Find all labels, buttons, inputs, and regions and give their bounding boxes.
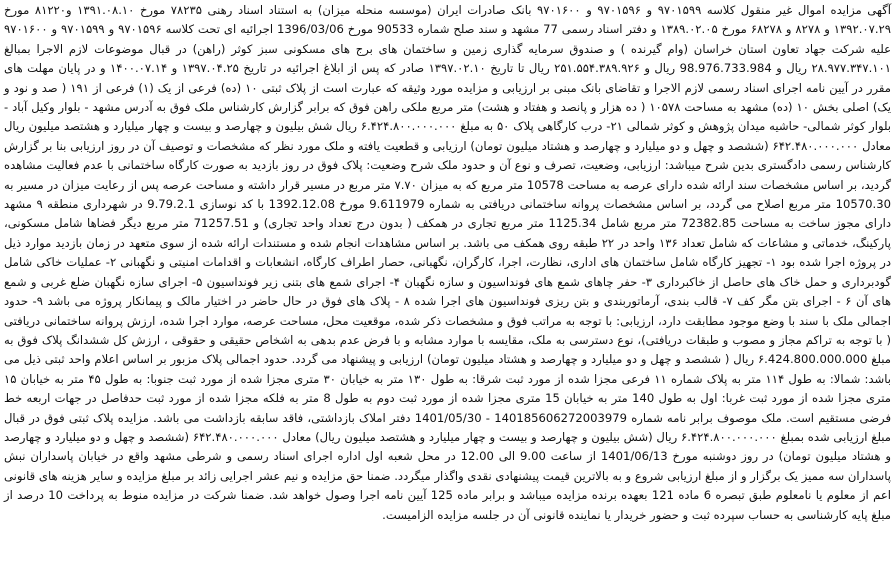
auction-notice-body: آگهی مزایده اموال غیر منقول کلاسه ۹۷۰۱۵۹۹ و ۹۷۰۱۵۹۶ و ۹۷۰۱۶۰۰ بانک صادرات ایران (موسسه منحله میزان) به استناد اسناد رهنی ۷۸۲۳۵ مورخ ۱۳۹۱.۰۸.۱۰ و۸۱۲۲۰ مورخ ۱۳۹۲.۰۷.۲۹ و ۸۲۷۸ و ۶۸۲۷۸ مورخ ۱۳۸۹.۰۲.۰۵ و دفتر اسناد رسمی 77 مشهد و سند صلح شماره 90533 مورخ 1396/03/06 اجرائیه ای تحت کلاسه ۹۷۰۱۵۹۶ و ۹۷۰۱۵۹۹ و ۹۷۰۱۶۰۰ علیه شرکت جهاد تعاون استان خراسان (وام گیرنده ) و صندوق سرمایه گذاری زمین و ساختمان های برج های مسکونی سبز کوثر (راهن) در قبال موضوعات لازم الاجرا بمبالغ ۲۸.۹۷۷.۳۴۷.۱۰۱ ریال و 98.976.733.984 ریال و ۲۵۱.۵۵۴.۳۸۹.۹۲۶ ریال تا تاریخ ۱۳۹۷.۰۲.۱۰ صادر که پس از ابلاغ اجرائیه در تاریخ ۱۳۹۷.۰۴.۲۵ و ۱۴۰۰.۰۷.۱۴ و در پایان مهلت های مقرر در آیین نامه اجرای اسناد رسمی لازم الاجرا و تقاضای بانک مبنی بر ارزیابی و مزایده مورد وثیقه که عبارت است از پلاک ثبتی ۱۰ (ده) فرعی از یک (۱) فرعی از ۱۹۱ ( صد و نود و یک) اصلی بخش ۱۰ (ده) مشهد به مساحت ۱۰۵۷۸ ( ده هزار و پانصد و هفتاد و هشت) متر مربع ملکی راهن فوق که برابر گزارش کارشناس ملک فوق به آدرس مشهد - بلوار وکیل آباد - بلوار کوثر شمالی- حاشیه میدان پژوهش و کوثر شمالی ۲۱- درب کارگاهی پلاک ۵۰ به مبلغ ۶.۴۲۴.۸۰۰.۰۰۰.۰۰۰ ریال شش بیلیون و چهارصد و بیست و چهار میلیارد و هشتصد میلیون ریال معادل ۶۴۲.۴۸۰.۰۰۰.۰۰۰ (ششصد و چهل و دو میلیارد و چهارصد و هشتاد میلیون تومان) ارزیابی و قطعیت یافته و ملک مورد نظر که مشخصات و توصیف آن در روز ارزیابی بنا بر گزارش کارشناس رسمی دادگستری بدین شرح میباشد: ارزیابی، وضعیت، تصرف و نوع آن و حدود ملک شرح وضعیت: پلاک فوق در روز بازدید به صورت کارگاه ساختمانی با عدم فعالیت مشاهده گردید، بر اساس مشخصات سند ارائه شده دارای عرصه به مساحت 10578 متر مربع که به میزان ۷.۷۰ متر مربع در مسیر قرار داشته و مساحت عرصه پس از رعایت میزان در مسیر به 10570.30 متر مربع اصلاح می گردد، بر اساس مشخصات پروانه ساختمانی دریافتی به شماره 9.611979 مورخ 1392.12.08 با کد نوسازی 9.79.2.1 در شهرداری منطقه ۹ مشهد دارای مجوز ساخت به مساحت 72382.85 متر مربع شامل 1125.34 متر مربع تجاری در همکف ( بدون درج تعداد واحد تجاری) و 71257.51 متر مربع دیگر فضاها شامل مسکونی، پارکینگ، خدماتی و مشاعات که شامل تعداد ۱۳۶ واحد در ۲۲ طبقه روی همکف می باشد. بر اساس مشاهدات انجام شده و مستندات ارائه شده از سوی متعهد در زمان بازدید موارد ذیل در پروژه اجرا شده بود ۱- تجهیز کارگاه شامل ساختمان های اداری، نظارت، اجرا، کارگران، نگهبانی، حصار اطراف کارگاه، انشعابات و اقدامات امنیتی و نگهبانی ۲- عملیات خاکی شامل گودبرداری و حمل خاک های حاصل از خاکبرداری ۳- حفر چاهای شمع های فونداسیون و سازه نگهبان ۴- اجرای شمع های بتنی زیر فونداسیون ۵- اجرای سازه نگهبان ضلع غربی و شمع های آن ۶ - اجرای بتن مگر کف ۷- قالب بندی، آرماتوربندی و بتن ریزی فونداسیون های اجرا شده ۸ - پلاک های فوق در حال حاضر در اختیار مالک و پیمانکار پروژه می باشد ۹- حدود اجمالی ملک با سند با وضع موجود مطابقت دارد، ارزیابی: با توجه به مراتب فوق و مشخصات ذکر شده، موقعیت محل، مساحت عرصه، موارد اجرا شده، ارزش پروانه ساختمانی دریافتی ( با توجه به تراکم مجاز و مصوب و طبقات دریافتی)، نوع دسترسی به ملک، مقایسه با موارد مشابه و با فرض عدم بدهی به اشخاص حقیقی و حقوقی ، ارزش کل ششدانگ پلاک فوق به مبلغ ۶.424.800.000.000 ریال ( ششصد و چهل و دو میلیارد و چهارصد و هشتاد میلیون تومان) ارزیابی و پیشنهاد می گردد. حدود اجمالی پلاک مزبور بر اساس اعلام واحد ثبتی ذیل می باشد: شمالا: به طول ۱۱۴ متر به پلاک شماره ۱۱ فرعی مجزا شده از مورد ثبت شرقا: به طول ۱۳۰ متر به خیابان ۳۰ متری مجزا شده از مورد ثبت جنوبا: به طول ۴۵ متر به خیابان ۱۵ متری مجزا شده از مورد ثبت غربا: اول به طول 140 متر به خیابان 15 متری مجزا شده از مورد ثبت دوم به طول 8 متر به فلکه مجزا شده از مورد ثبت حدفاصل در جهات اربعه خط فرضی مستقیم است. ملک موصوف برابر نامه شماره 140185606272003979 - 1401/05/30 دفتر املاک بازداشتی، فاقد سابقه بازداشت می باشد. مزایده پلاک ثبتی فوق در قبال مبلغ ارزیابی شده بمبلغ ۶.۴۲۴.۸۰۰.۰۰۰.۰۰۰ ریال (شش بیلیون و چهارصد و بیست و چهار میلیارد و هشتصد میلیون ریال) معادل ۶۴۲.۴۸۰.۰۰۰.۰۰۰ (ششصد و چهل و دو میلیارد و چهارصد و هشتاد میلیون تومان) در روز دوشنبه مورخ 1401/06/13 از ساعت 9.00 الی 12.00 در محل شعبه اول اداره اجرای اسناد رسمی و شرطی مشهد واقع در خیابان پاسداران نبش پاسداران سه ممیز یک برگزار و از مبلغ ارزیابی شروع و به بالاترین قیمت پیشنهادی نقدی واگذار میگردد. ضمنا حق مزایده و نیم عشر اجرایی زائد بر مبلغ مزایده و سایر هزینه های قانونی اعم از معلوم یا نامعلوم طبق تبصره 6 ماده 121 بعهده برنده مزایده میباشد و برابر ماده 125 آیین نامه اجرا وصول خواهد شد. ضمنا شرکت در مزایده منوط به پرداخت 10 درصد از مبلغ پایه کارشناسی به حساب سپرده ثبت و حضور خریدار یا نماینده قانونی آن در جلسه مزایده الزامیست.	[4, 3, 892, 522]
